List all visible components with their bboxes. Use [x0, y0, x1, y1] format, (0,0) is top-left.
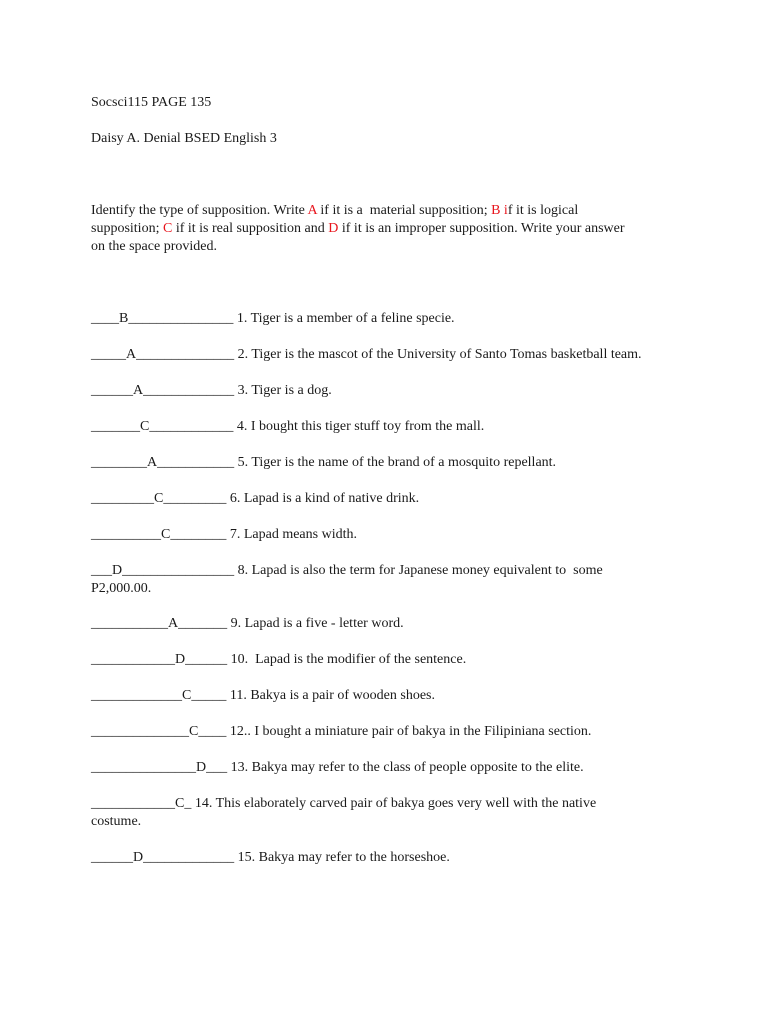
- answer-item-5: ________A___________ 5. Tiger is the name of the brand of a mosquito repellant.: [91, 455, 557, 470]
- course-page-heading: Socsci115 PAGE 135: [91, 95, 212, 110]
- instructions-text-5: if it is an improper supposition. Write your answer on the space provided.: [91, 221, 625, 254]
- answer-item-10: ____________D______ 10. Lapad is the modifier of the sentence.: [91, 652, 467, 667]
- letter-a: A: [307, 203, 317, 218]
- answer-item-8: ___D________________ 8. Lapad is also the term for Japanese money equivalent to some P2,000.00.: [91, 563, 603, 596]
- instructions-text-2: if it is a material supposition;: [316, 203, 492, 218]
- instructions-text-1: Identify the type of supposition. Write: [91, 203, 308, 218]
- answer-item-13: _______________D___ 13. Bakya may refer to the class of people opposite to the elite.: [91, 760, 584, 775]
- letter-b: B i: [491, 203, 508, 218]
- letter-d: D: [328, 221, 339, 236]
- answer-item-6: _________C_________ 6. Lapad is a kind of native drink.: [91, 491, 420, 506]
- instructions-text-4: if it is real supposition and: [172, 221, 329, 236]
- answer-item-11: _____________C_____ 11. Bakya is a pair of wooden shoes.: [91, 688, 435, 703]
- answer-item-14: ____________C_ 14. This elaborately carved pair of bakya goes very well with the native costume.: [91, 796, 597, 829]
- instructions-paragraph: [91, 202, 691, 256]
- answer-item-7: __________C________ 7. Lapad means width.: [91, 527, 357, 542]
- answer-item-15: ______D_____________ 15. Bakya may refer to the horseshoe.: [91, 850, 450, 865]
- letter-c: C: [162, 221, 173, 236]
- student-name-line: Daisy A. Denial BSED English 3: [91, 131, 277, 146]
- answer-item-4: _______C____________ 4. I bought this tiger stuff toy from the mall.: [91, 419, 485, 434]
- answer-item-1: ____B_______________ 1. Tiger is a member of a feline specie.: [91, 311, 455, 326]
- answer-item-3: ______A_____________ 3. Tiger is a dog.: [91, 383, 332, 398]
- instructions-text-3: f it is logical supposition;: [91, 203, 579, 236]
- answer-item-2: _____A______________ 2. Tiger is the mascot of the University of Santo Tomas basketball team.: [91, 347, 642, 362]
- answer-item-9: ___________A_______ 9. Lapad is a five - letter word.: [91, 616, 404, 631]
- answer-item-12: ______________C____ 12.. I bought a miniature pair of bakya in the Filipiniana section.: [91, 724, 592, 739]
